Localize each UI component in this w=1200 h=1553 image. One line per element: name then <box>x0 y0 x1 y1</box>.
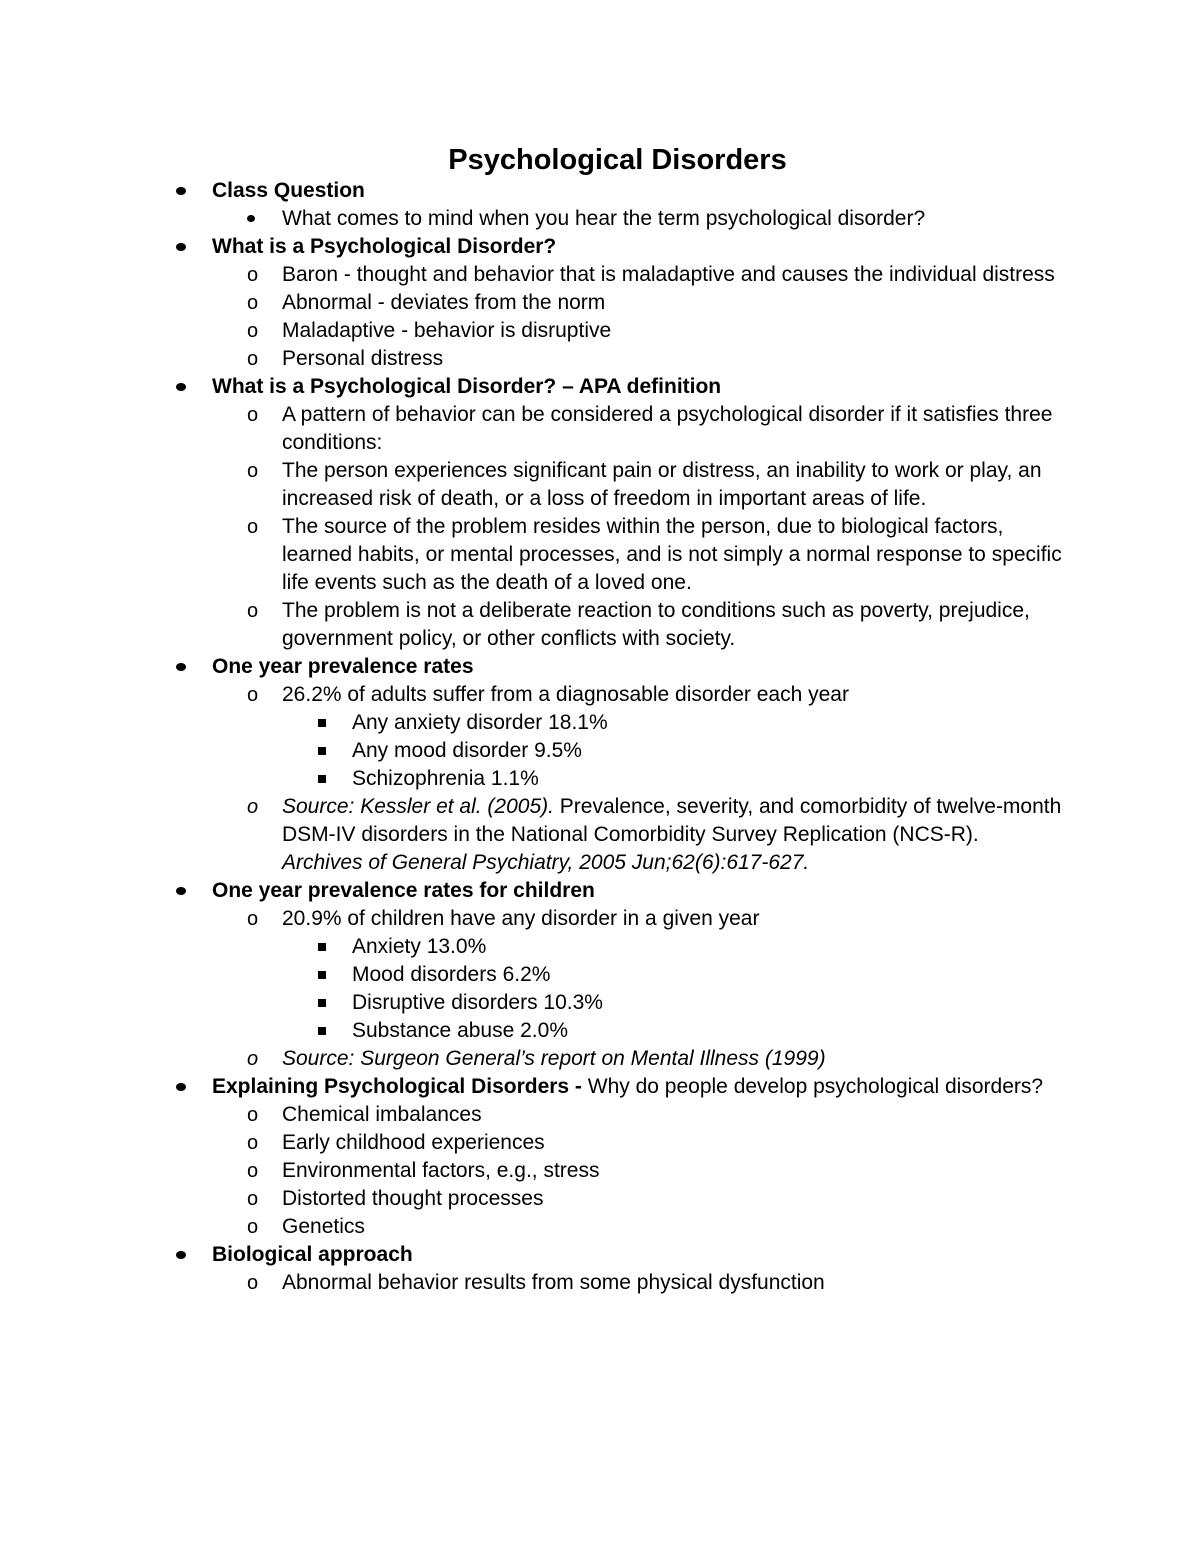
list-item <box>0 877 1052 905</box>
bullet-icon <box>176 243 186 251</box>
circle-bullet-icon: o <box>247 1216 259 1238</box>
list-item <box>0 1269 1062 1297</box>
square-bullet-icon <box>318 775 326 783</box>
list-item <box>0 653 1052 681</box>
list-item <box>0 1241 1052 1269</box>
list-item-text: Mood disorders 6.2% <box>352 963 551 986</box>
circle-bullet-icon: o <box>247 1104 259 1126</box>
list-item <box>0 765 1052 793</box>
square-bullet-icon <box>318 943 326 951</box>
circle-bullet-icon: o <box>247 292 259 314</box>
bullet-icon <box>176 383 186 391</box>
list-item-text: Early childhood experiences <box>282 1131 545 1154</box>
list-item <box>0 205 1062 233</box>
list-item <box>0 1101 1062 1129</box>
list-item-text: Anxiety 13.0% <box>352 935 487 958</box>
source-citation: Source: Kessler et al. (2005). <box>282 795 554 818</box>
list-item-text: The source of the problem resides within the person, due to biological factors, learned habits, or mental processes, and is not simply a normal response to specific life events such as the death of a loved one. <box>282 515 1062 594</box>
circle-bullet-icon: o <box>247 684 259 706</box>
list-item <box>0 1213 1062 1241</box>
circle-bullet-icon: o <box>247 1048 259 1070</box>
source-text: Prevalence, severity, and comorbidity of twelve-month DSM-IV disorders in the National Comorbidity Survey Replication (NCS-R). <box>282 795 1062 846</box>
page-title: Psychological Disorders <box>448 144 787 176</box>
list-item <box>0 289 1062 317</box>
list-item <box>0 177 1052 205</box>
list-item-text: Abnormal - deviates from the norm <box>282 291 606 314</box>
list-item <box>0 457 1062 513</box>
circle-bullet-icon: o <box>247 264 259 286</box>
list-item <box>0 1185 1062 1213</box>
list-item <box>0 233 1052 261</box>
section-heading: What is a Psychological Disorder? <box>212 235 557 258</box>
list-item <box>0 681 1062 709</box>
list-item-text: The person experiences significant pain or distress, an inability to work or play, an increased risk of death, or a loss of freedom in important areas of life. <box>282 459 1042 510</box>
outline-list <box>0 177 1200 1297</box>
list-item-text: Maladaptive - behavior is disruptive <box>282 319 612 342</box>
list-item <box>0 1157 1062 1185</box>
list-item <box>0 933 1052 961</box>
circle-bullet-icon: o <box>247 1160 259 1182</box>
bullet-icon <box>176 663 186 671</box>
list-item <box>0 793 1062 877</box>
list-item-text: Schizophrenia 1.1% <box>352 767 539 790</box>
section-heading: One year prevalence rates for children <box>212 879 595 902</box>
list-item <box>0 401 1062 457</box>
list-item <box>0 1045 1062 1073</box>
list-item-text: Any mood disorder 9.5% <box>352 739 582 762</box>
list-item <box>0 737 1052 765</box>
list-item <box>0 709 1052 737</box>
circle-bullet-icon: o <box>247 404 259 426</box>
list-item <box>0 597 1062 653</box>
list-item-text: A pattern of behavior can be considered a psychological disorder if it satisfies three conditions: <box>282 403 1053 454</box>
square-bullet-icon <box>318 747 326 755</box>
list-item <box>0 373 1052 401</box>
circle-bullet-icon: o <box>247 1188 259 1210</box>
list-item-text: Substance abuse 2.0% <box>352 1019 568 1042</box>
square-bullet-icon <box>318 719 326 727</box>
section-heading-text: Why do people develop psychological disorders? <box>581 1075 1044 1098</box>
circle-bullet-icon: o <box>247 1132 259 1154</box>
list-item <box>0 513 1062 597</box>
section-heading: Biological approach <box>212 1243 413 1266</box>
circle-bullet-icon: o <box>247 600 259 622</box>
list-item <box>0 317 1062 345</box>
list-item <box>0 989 1052 1017</box>
list-item-text: Disruptive disorders 10.3% <box>352 991 603 1014</box>
bullet-icon <box>176 887 186 895</box>
source-citation: Source: Surgeon General’s report on Mental Illness (1999) <box>282 1047 826 1070</box>
circle-bullet-icon: o <box>247 796 259 818</box>
list-item-text: Distorted thought processes <box>282 1187 544 1210</box>
list-item-text: Personal distress <box>282 347 444 370</box>
circle-bullet-icon: o <box>247 516 259 538</box>
list-item <box>0 1017 1052 1045</box>
list-item <box>0 261 1062 289</box>
bullet-icon <box>176 1251 186 1259</box>
list-item-text: Any anxiety disorder 18.1% <box>352 711 608 734</box>
list-item-text: Abnormal behavior results from some physical dysfunction <box>282 1271 825 1294</box>
circle-bullet-icon: o <box>247 348 259 370</box>
list-item-text: What comes to mind when you hear the term psychological disorder? <box>282 207 926 230</box>
section-heading: Explaining Psychological Disorders - <box>212 1075 582 1098</box>
circle-bullet-icon: o <box>247 320 259 342</box>
list-item <box>0 345 1062 373</box>
list-item <box>0 1129 1062 1157</box>
section-heading: What is a Psychological Disorder? – APA definition <box>212 375 722 398</box>
source-journal: Archives of General Psychiatry, 2005 Jun;62(6):617-627. <box>282 851 810 874</box>
circle-bullet-icon: o <box>247 908 259 930</box>
bullet-icon <box>247 215 255 222</box>
square-bullet-icon <box>318 1027 326 1035</box>
list-item-text: Chemical imbalances <box>282 1103 482 1126</box>
list-item-text: Environmental factors, e.g., stress <box>282 1159 600 1182</box>
square-bullet-icon <box>318 971 326 979</box>
list-item <box>0 1073 1052 1101</box>
circle-bullet-icon: o <box>247 460 259 482</box>
list-item-text: 26.2% of adults suffer from a diagnosable disorder each year <box>282 683 849 706</box>
section-heading: Class Question <box>212 179 365 202</box>
bullet-icon <box>176 1083 186 1091</box>
square-bullet-icon <box>318 999 326 1007</box>
list-item <box>0 905 1062 933</box>
list-item-text: Genetics <box>282 1215 365 1238</box>
list-item-text: 20.9% of children have any disorder in a given year <box>282 907 760 930</box>
section-heading: One year prevalence rates <box>212 655 474 678</box>
list-item-text: Baron - thought and behavior that is maladaptive and causes the individual distress <box>282 263 1055 286</box>
list-item <box>0 961 1052 989</box>
circle-bullet-icon: o <box>247 1272 259 1294</box>
bullet-icon <box>176 187 186 195</box>
list-item-text: The problem is not a deliberate reaction to conditions such as poverty, prejudice, government policy, or other conflicts with society. <box>282 599 1030 650</box>
